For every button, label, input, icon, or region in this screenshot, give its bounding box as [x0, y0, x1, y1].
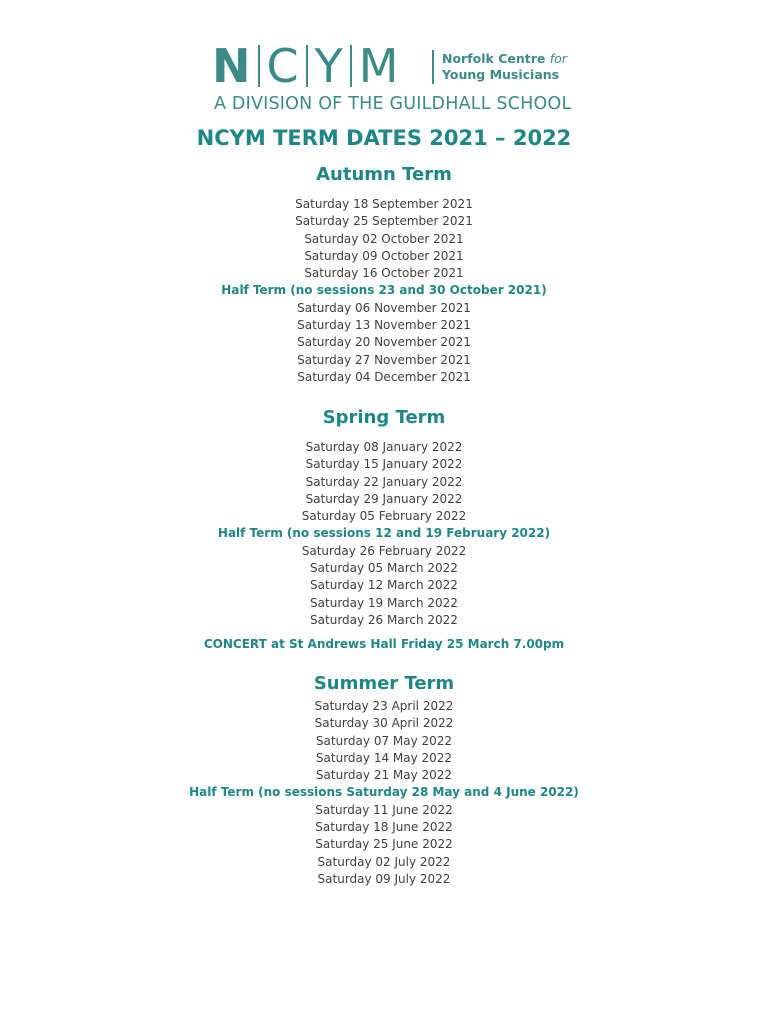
session-date: Saturday 02 July 2022 [317, 854, 451, 869]
half-term-note: Half Term (no sessions Saturday 28 May and 4 June 2022) [189, 785, 579, 800]
session-date: Saturday 25 June 2022 [315, 837, 453, 852]
logo-name-line-2: Young Musicians [442, 67, 560, 82]
session-date: Saturday 26 February 2022 [301, 543, 467, 558]
session-date: Saturday 09 October 2021 [304, 248, 464, 263]
logo-letters [212, 39, 399, 93]
half-term-note: Half Term (no sessions 23 and 30 October 2021) [221, 283, 547, 298]
session-date: Saturday 29 January 2022 [305, 491, 463, 506]
session-date: Saturday 05 February 2022 [301, 509, 467, 524]
spring-term-dates [0, 439, 768, 629]
logo-divider [306, 45, 308, 87]
session-date: Saturday 07 May 2022 [315, 733, 453, 748]
session-date: Saturday 14 May 2022 [315, 750, 453, 765]
session-date: Saturday 02 October 2021 [304, 231, 464, 246]
session-date: Saturday 21 May 2022 [315, 768, 453, 783]
summer-term-heading: Summer Term [313, 673, 455, 694]
summer-term-dates [0, 698, 768, 888]
logo-divider [258, 45, 260, 87]
logo-letter-m: M [358, 39, 399, 93]
session-date: Saturday 26 March 2022 [310, 612, 458, 627]
session-date: Saturday 22 January 2022 [305, 474, 463, 489]
page-title: NCYM TERM DATES 2021 – 2022 [196, 126, 572, 150]
session-date: Saturday 27 November 2021 [297, 352, 471, 367]
half-term-note: Half Term (no sessions 12 and 19 February 2022) [217, 526, 551, 541]
session-date: Saturday 20 November 2021 [297, 335, 471, 350]
session-date: Saturday 08 January 2022 [305, 440, 463, 454]
spring-term-heading: Spring Term [322, 407, 446, 428]
session-date: Saturday 23 April 2022 [314, 699, 454, 713]
session-date: Saturday 05 March 2022 [310, 561, 458, 576]
session-date: Saturday 06 November 2021 [297, 300, 471, 315]
session-date: Saturday 13 November 2021 [297, 318, 471, 333]
logo-letter-c: C [266, 39, 299, 93]
session-date: Saturday 09 July 2022 [317, 871, 451, 886]
session-date: Saturday 30 April 2022 [314, 716, 454, 731]
logo-letter-n: N [212, 39, 251, 93]
session-date: Saturday 12 March 2022 [310, 578, 458, 593]
logo-divider [350, 45, 352, 87]
session-date: Saturday 18 June 2022 [315, 820, 453, 835]
ncym-logo [212, 39, 572, 120]
logo-letter-y: Y [314, 39, 343, 93]
session-date: Saturday 11 June 2022 [315, 802, 453, 817]
session-date: Saturday 16 October 2021 [304, 266, 464, 281]
concert-notice: CONCERT at St Andrews Hall Friday 25 March 7.00pm [203, 637, 565, 651]
autumn-term-dates [0, 196, 768, 386]
logo-name-line-1: Norfolk Centre for [442, 51, 567, 66]
session-date: Saturday 19 March 2022 [310, 595, 458, 610]
session-date: Saturday 04 December 2021 [297, 369, 471, 384]
session-date: Saturday 25 September 2021 [295, 214, 473, 229]
autumn-term-heading: Autumn Term [316, 164, 452, 185]
logo-division-tagline: A DIVISION OF THE GUILDHALL SCHOOL [214, 94, 572, 114]
logo-organisation-name [432, 50, 567, 84]
session-date: Saturday 15 January 2022 [305, 457, 463, 472]
session-date: Saturday 18 September 2021 [295, 197, 473, 211]
